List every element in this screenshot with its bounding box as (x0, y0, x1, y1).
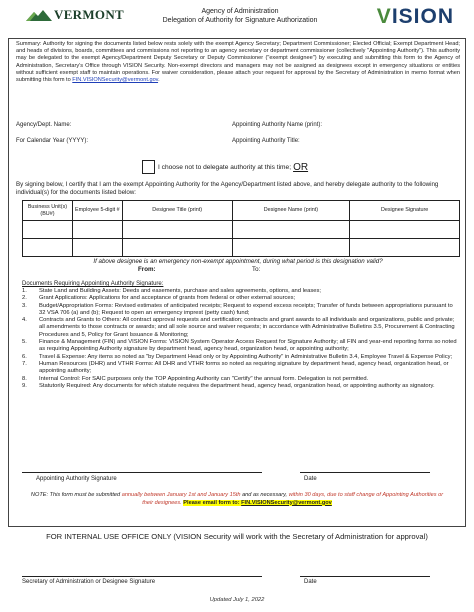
list-item (22, 383, 460, 390)
admin-signature-label: Secretary of Administration or Designee Signature (22, 579, 156, 585)
header-title-block (150, 7, 330, 25)
appointing-title-label: Appointing Authority Title: (232, 138, 300, 144)
appointing-signature-label: Appointing Authority Signature (36, 476, 117, 482)
no-delegation-label: I choose not to delegate authority at this time; (158, 163, 292, 171)
from-label: From: (138, 266, 156, 273)
submission-note (30, 492, 444, 507)
or-label: OR (293, 161, 309, 173)
item-text: Travel & Expense: Any items so noted as "by Department Head only or by Appointing Authority" in Administrative Bulletin 3.4, Employee Travel & Expense Policy; (39, 353, 453, 360)
item-text: Grant Applications: Applications for and acceptance of grants from federal or other external sources; (39, 295, 296, 302)
note-mid: and as necessary, (242, 492, 288, 498)
no-delegation-checkbox[interactable] (142, 160, 155, 174)
item-number: 2. (22, 295, 27, 302)
item-number: 4. (22, 317, 27, 324)
list-item (22, 288, 460, 295)
note-prefix: NOTE: This form must be submitted (30, 492, 121, 498)
item-text: Human Resources (DHR) and VTHR Forms: All DHR and VTHR forms so noted as requiring signature by department head, agency head, organization head, or appointing authority; (39, 360, 449, 375)
note-staff-change: within 30 days, due to staff change of Appointing Authorities or their designees. (142, 492, 444, 506)
note-email-prefix: Please email form to: (183, 499, 240, 506)
designee-name-cell[interactable] (232, 239, 350, 257)
updated-date: Updated July 1, 2022 (209, 597, 265, 603)
agency-dept-label: Agency/Dept. Name: (16, 122, 72, 128)
list-item (22, 354, 460, 361)
designee-table-header (23, 201, 460, 221)
employee-number-cell[interactable] (72, 239, 122, 257)
list-item (22, 361, 460, 376)
list-item (22, 303, 460, 318)
emergency-question: If above designee is an emergency non-exempt appointment, during what period is this designation valid? (93, 258, 383, 265)
list-item (22, 317, 460, 339)
summary-suffix: . (158, 77, 160, 84)
list-item (22, 295, 460, 302)
no-delegation-choice (142, 160, 308, 174)
summary-email-link[interactable]: FIN.VISIONSecurity@vermont.gov (72, 77, 159, 84)
vermont-logo (26, 8, 124, 21)
item-text: Finance & Management (FIN) and VISION Forms: VISION System Operator Access Request for Signature Authority; all FIN and year-end reporting forms so noted as requiring Appointing Authority signature by department head, agency head, organization head, or appointing authority; (39, 339, 457, 353)
form-header (0, 0, 474, 38)
vision-logo-rest: ISION (391, 5, 454, 28)
item-text: Budget/Appropriation Forms: Revised estimates of anticipated receipts; Request to expend excess receipts; Transfer of funds between appropriations pursuant to 32 VSA 706 (a) and (b); Request to open an emergency imprest (petty cash) fund; (39, 302, 453, 316)
mountain-icon (26, 9, 52, 21)
item-number: 9. (22, 382, 27, 389)
form-title: Delegation of Authority for Signature Authorization (162, 17, 318, 24)
designee-title-cell[interactable] (122, 239, 232, 257)
header-business-unit: Business Unit(s) (BU#) (23, 201, 73, 221)
item-number: 6. (22, 353, 27, 360)
item-number: 3. (22, 302, 27, 309)
table-row (23, 221, 460, 239)
item-text: State Land and Building Assets: Deeds and easements, purchase and sales agreements, options, and leases; (39, 288, 321, 294)
agency-name: Agency of Administration (201, 8, 279, 15)
header-designee-name: Designee Name (print) (232, 201, 350, 221)
appointing-name-label: Appointing Authority Name (print): (232, 122, 323, 128)
item-number: 7. (22, 360, 27, 367)
note-deadline: annually between January 1st and January 15th (121, 492, 241, 498)
to-label: To: (252, 266, 261, 273)
employee-number-cell[interactable] (72, 221, 122, 239)
item-text: Internal Control: For SAIC purposes only the TOP Appointing Authority can "Certify" the annual form. Delegation is not permitted. (39, 375, 369, 382)
documents-list (22, 288, 460, 390)
admin-date-line[interactable] (300, 576, 430, 577)
list-item (22, 376, 460, 383)
vermont-logo-text: VERMONT (54, 7, 124, 22)
item-number: 5. (22, 339, 27, 346)
calendar-year-label: For Calendar Year (YYYY): (16, 138, 89, 144)
designee-name-cell[interactable] (232, 221, 350, 239)
item-number: 8. (22, 375, 27, 382)
designee-table (22, 200, 460, 257)
table-row (23, 239, 460, 257)
header-employee-number: Employee 5-digit # (72, 201, 122, 221)
summary-paragraph (16, 41, 460, 84)
business-unit-cell[interactable] (23, 239, 73, 257)
summary-text: Summary: Authority for signing the documents listed below rests solely with the exempt Agency Secretary; Department Commissioner; Elected Official; Exempt Department Head; and heads of divisions, boards, committees and commissions not reporting to an agency secretary or department commissioner (collectively "Appointing Authority"). This authority may be delegated to the exempt Agency/Department Deputy Secretary or Deputy Commissioner ("exempt designee") by executing and submitting this form to the Agency of Administration, Secretary's Office through VISION Security. Non-exempt directors and managers may not be assigned as designees except in emergency situations or entities without sufficient exempt staff to maintain operations. For waiver consideration, please attach your request for approval by the Secretary of Administration in memo format when submitting this form to (16, 41, 460, 84)
vision-logo (377, 6, 454, 28)
admin-date-label: Date (304, 579, 317, 585)
appointing-signature-line[interactable] (22, 472, 262, 473)
documents-title: Documents Requiring Appointing Authority Signature: (22, 281, 164, 287)
admin-signature-line[interactable] (22, 576, 262, 577)
appointing-date-label: Date (304, 476, 317, 482)
internal-use-heading: FOR INTERNAL USE OFFICE ONLY (VISION Security will work with the Secretary of Administration for approval) (46, 532, 428, 541)
designee-signature-cell[interactable] (350, 221, 460, 239)
business-unit-cell[interactable] (23, 221, 73, 239)
certification-text: By signing below, I certify that I am the exempt Appointing Authority for the Agency/Department listed above, and hereby delegate authority to the following individual(s) for the documents listed below: (16, 181, 439, 196)
vision-logo-v: V (376, 5, 392, 28)
item-text: Contracts and Grants to Others: All contract approval requests and certification; contracts and grant awards to all individuals and organizations, public and private; all amendments to those contracts or awards; and all sole source and waiver requests; in accordance with Administrative Bulletins 3.5, Procurement & Contracting Procedures and 5, Policy for Grant Issuance & Monitoring; (39, 317, 455, 338)
item-text: Statutorily Required: Any documents for which statute requires the department head, agency head, organization head, or appointing authority as signatory. (39, 382, 435, 389)
note-email-highlight (183, 500, 331, 506)
appointing-date-line[interactable] (300, 472, 430, 473)
note-email-link[interactable]: FIN.VISIONSecurity@vermont.gov (241, 499, 332, 506)
designee-signature-cell[interactable] (350, 239, 460, 257)
header-designee-signature: Designee Signature (350, 201, 460, 221)
designee-title-cell[interactable] (122, 221, 232, 239)
list-item (22, 339, 460, 354)
header-designee-title: Designee Title (print) (122, 201, 232, 221)
item-number: 1. (22, 288, 27, 294)
